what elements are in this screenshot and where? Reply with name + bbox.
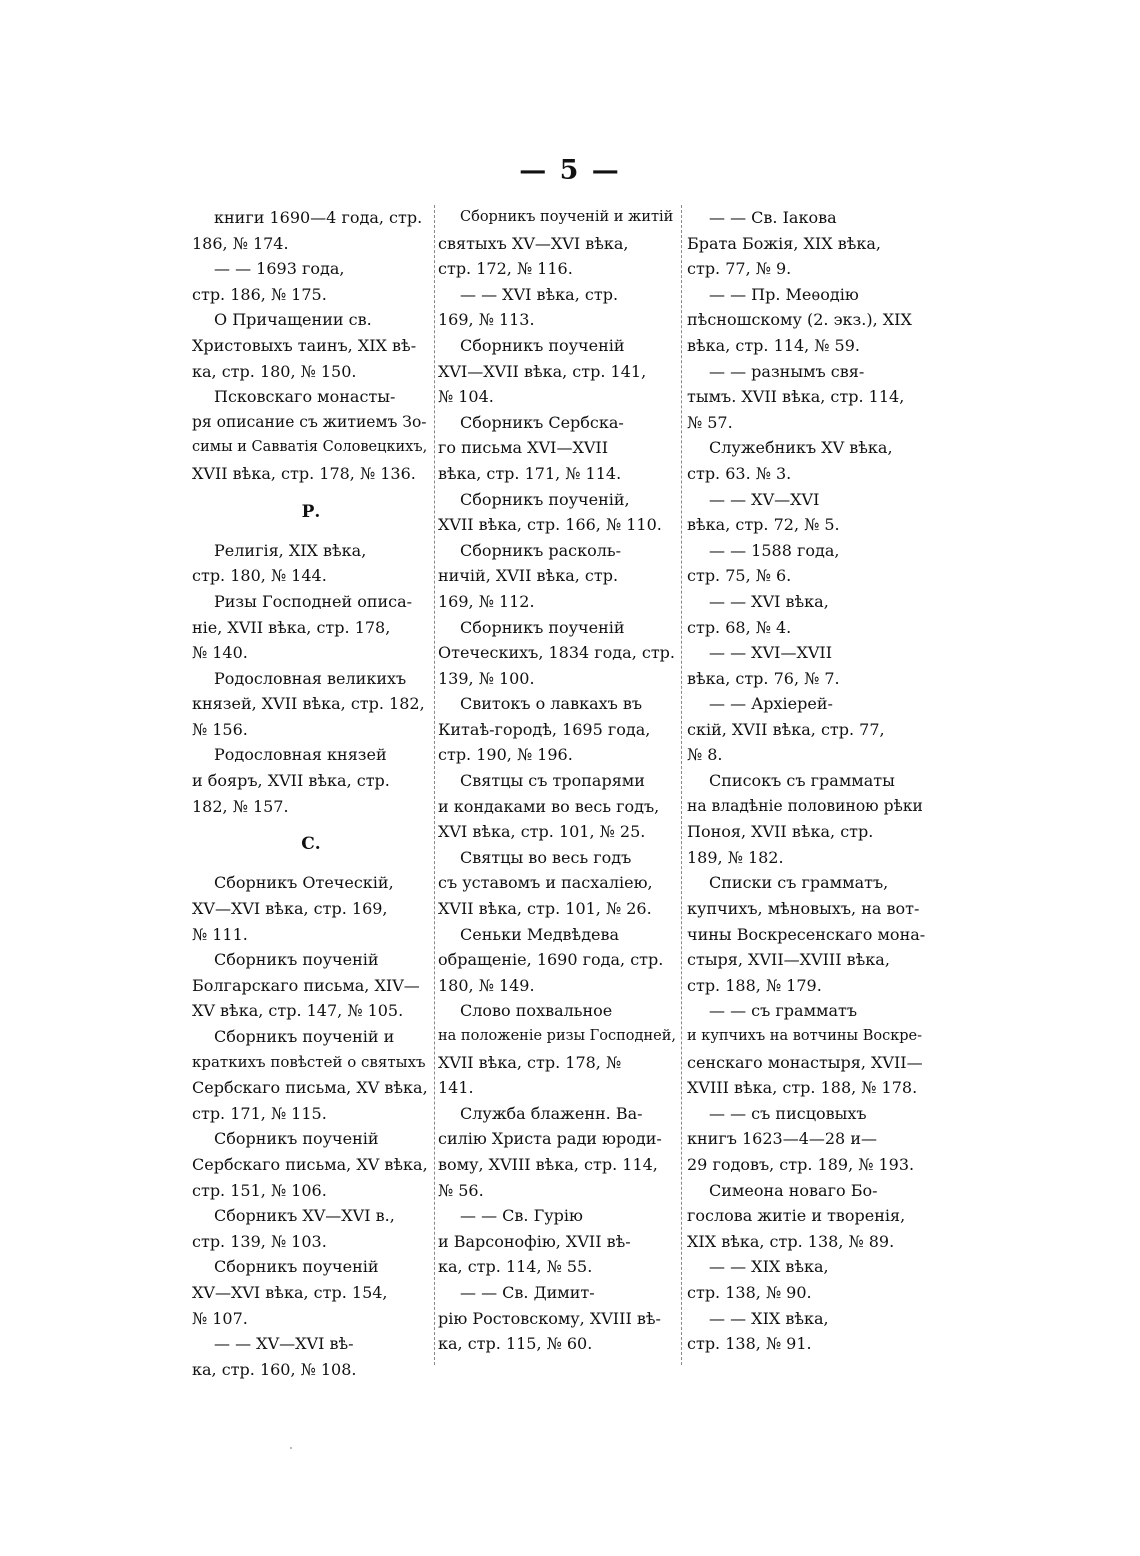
index-entry xyxy=(687,640,925,691)
entry-line: Сборникъ Сербска- xyxy=(460,412,624,432)
index-entry xyxy=(192,870,430,947)
entry-line: ка, стр. 180, № 150. xyxy=(192,361,357,381)
entry-line: 141. xyxy=(438,1078,474,1098)
entry-line: чины Воскресенскаго мона- xyxy=(687,924,926,944)
entry-line: на владѣніе половиною рѣки xyxy=(687,796,923,815)
entry-line: Списокъ съ грамматы xyxy=(709,771,895,791)
entry-line: 189, № 182. xyxy=(687,847,784,867)
entry-line: 139, № 100. xyxy=(438,668,535,688)
entry-line: XVII вѣка, стр. 178, № 136. xyxy=(192,463,416,483)
index-entry xyxy=(192,256,430,307)
entry-line: тымъ. XVII вѣка, стр. 114, xyxy=(687,387,905,407)
entry-line: — — Св. Димит- xyxy=(460,1282,595,1302)
entry-line: Сборникъ поученій и житій xyxy=(460,209,674,225)
entry-line: № 107. xyxy=(192,1308,248,1328)
index-entry xyxy=(438,487,676,538)
entry-line: Отеческихъ, 1834 года, стр. xyxy=(438,643,676,663)
entry-line: Служебникъ XV вѣка, xyxy=(709,438,893,458)
entry-line: краткихъ повѣстей о святыхъ xyxy=(192,1052,426,1071)
index-entry xyxy=(438,538,676,615)
entry-line: стр. 151, № 106. xyxy=(192,1180,327,1200)
entry-line: стр. 75, № 6. xyxy=(687,566,792,586)
index-entry xyxy=(687,589,925,640)
index-entry xyxy=(687,1306,925,1357)
entry-line: Родословная великихъ xyxy=(214,668,407,688)
entry-line: Сербскаго письма, XV вѣка, xyxy=(192,1078,428,1098)
index-entry xyxy=(438,1203,676,1280)
entry-line: № 56. xyxy=(438,1180,484,1200)
entry-line: — — Св. Іакова xyxy=(709,208,837,227)
index-entry xyxy=(687,487,925,538)
entry-line: XV—XVI вѣка, стр. 169, xyxy=(192,899,388,919)
index-entry xyxy=(192,666,430,743)
entry-line: Поноя, XVII вѣка, стр. xyxy=(687,822,874,842)
entry-line: — — XVI вѣка, стр. xyxy=(460,284,619,304)
index-entry xyxy=(438,922,676,999)
entry-line: 180, № 149. xyxy=(438,975,535,995)
entry-line: 169, № 113. xyxy=(438,310,535,330)
print-speck xyxy=(290,1447,292,1449)
column-1 xyxy=(192,205,430,1382)
index-entry xyxy=(438,615,676,692)
entry-line: 182, № 157. xyxy=(192,796,289,816)
entry-line: — — Пр. Меѳодію xyxy=(709,284,859,304)
entry-line: Святцы съ тропарями xyxy=(460,771,645,791)
index-entry xyxy=(687,1178,925,1255)
entry-line: № 111. xyxy=(192,924,248,944)
index-entry xyxy=(438,1280,676,1357)
page-number: — 5 — xyxy=(519,155,621,186)
entry-line: стр. 172, № 116. xyxy=(438,259,573,279)
column-3 xyxy=(687,205,925,1357)
index-entry xyxy=(687,870,925,998)
entry-line: 29 годовъ, стр. 189, № 193. xyxy=(687,1154,915,1174)
entry-line: — — XIX вѣка, xyxy=(709,1257,829,1277)
entry-line: Сборникъ поученій xyxy=(460,617,625,637)
entry-line: № 8. xyxy=(687,745,723,765)
index-entry xyxy=(192,384,430,486)
entry-line: стр. 68, № 4. xyxy=(687,617,792,637)
entry-line: Ризы Господней описа- xyxy=(214,591,413,611)
entry-line: ря описание съ житиемъ Зо- xyxy=(192,412,427,431)
entry-line: Сборникъ поученій и xyxy=(214,1027,395,1046)
entry-line: XVI—XVII вѣка, стр. 141, xyxy=(438,361,647,381)
index-entry xyxy=(438,768,676,845)
entry-line: Сборникъ поученій xyxy=(460,335,625,355)
index-entry xyxy=(192,742,430,819)
entry-line: Брата Божія, XIX вѣка, xyxy=(687,233,881,253)
entry-line: — — съ грамматъ xyxy=(709,1001,858,1021)
index-entry xyxy=(438,1101,676,1203)
entry-line: — — съ писцовыхъ xyxy=(709,1103,867,1123)
entry-line: вѣка, стр. 171, № 114. xyxy=(438,463,622,483)
index-entry xyxy=(192,1203,430,1254)
index-entry xyxy=(192,538,430,589)
entry-line: гослова житіе и творенія, xyxy=(687,1206,906,1226)
entry-line: Слово похвальное xyxy=(460,1001,613,1021)
entry-line: Сборникъ XV—XVI в., xyxy=(214,1206,395,1226)
index-entry xyxy=(438,282,676,333)
entry-line: купчихъ, мѣновыхъ, на вот- xyxy=(687,899,920,919)
entry-line: — — 1693 года, xyxy=(214,259,345,279)
index-entry xyxy=(687,691,925,768)
index-entry xyxy=(438,410,676,487)
index-entry xyxy=(438,998,676,1100)
entry-line: Болгарскаго письма, XIV— xyxy=(192,975,420,995)
entry-line: рію Ростовскому, XVIII вѣ- xyxy=(438,1308,661,1328)
entry-line: и Варсонофію, XVII вѣ- xyxy=(438,1231,631,1251)
entry-line: Служба блаженн. Ва- xyxy=(460,1103,643,1123)
entry-line: вѣка, стр. 76, № 7. xyxy=(687,668,840,688)
entry-line: XVI вѣка, стр. 101, № 25. xyxy=(438,822,646,842)
entry-line: Сербскаго письма, XV вѣка, xyxy=(192,1154,428,1174)
entry-line: — — XIX вѣка, xyxy=(709,1308,829,1328)
entry-line: стыря, XVII—XVIII вѣка, xyxy=(687,950,890,970)
section-letter: С. xyxy=(301,834,321,855)
entry-line: и бояръ, XVII вѣка, стр. xyxy=(192,771,390,791)
entry-line: 169, № 112. xyxy=(438,591,535,611)
entry-line: пѣсношскому (2. экз.), XIX xyxy=(687,310,912,330)
entry-line: силію Христа ради юроди- xyxy=(438,1129,662,1149)
entry-line: — — Св. Гурію xyxy=(460,1206,583,1226)
entry-line: скій, XVII вѣка, стр. 77, xyxy=(687,719,885,739)
entry-line: О Причащении св. xyxy=(214,310,372,330)
entry-line: книгъ 1623—4—28 и— xyxy=(687,1129,877,1149)
entry-line: XVII вѣка, стр. 101, № 26. xyxy=(438,899,652,919)
index-entry xyxy=(192,589,430,666)
entry-line: вому, XVIII вѣка, стр. 114, xyxy=(438,1154,658,1174)
entry-line: — — XV—XVI xyxy=(709,489,820,509)
entry-line: № 57. xyxy=(687,412,733,432)
entry-line: Китаѣ-городѣ, 1695 года, xyxy=(438,719,651,739)
entry-line: Сборникъ Отеческій, xyxy=(214,873,394,893)
entry-line: и купчихъ на вотчины Воскре- xyxy=(687,1028,923,1044)
index-entry xyxy=(192,205,430,256)
entry-line: XIX вѣка, стр. 138, № 89. xyxy=(687,1231,895,1251)
column-2 xyxy=(438,205,676,1357)
entry-line: — — XVI—XVII xyxy=(709,643,833,663)
index-entry xyxy=(438,691,676,768)
entry-line: стр. 180, № 144. xyxy=(192,566,327,586)
index-entry xyxy=(687,998,925,1100)
index-entry xyxy=(192,947,430,1024)
index-entry xyxy=(438,333,676,410)
entry-line: — — XVI вѣка, xyxy=(709,591,829,611)
entry-line: симы и Савватія Соловецкихъ, xyxy=(192,439,428,456)
entry-line: стр. 138, № 90. xyxy=(687,1282,812,1302)
entry-line: стр. 77, № 9. xyxy=(687,259,792,279)
entry-line: вѣка, стр. 114, № 59. xyxy=(687,335,860,355)
entry-line: ка, стр. 114, № 55. xyxy=(438,1257,593,1277)
entry-line: 186, № 174. xyxy=(192,233,289,253)
entry-line: стр. 188, № 179. xyxy=(687,975,822,995)
entry-line: ка, стр. 115, № 60. xyxy=(438,1334,593,1354)
entry-line: обращеніе, 1690 года, стр. xyxy=(438,950,664,970)
entry-line: и кондаками во весь годъ, xyxy=(438,796,660,816)
entry-line: Сборникъ поученій, xyxy=(460,489,630,509)
entry-line: Сборникъ поученій xyxy=(214,950,379,970)
entry-line: Псковскаго монасты- xyxy=(214,387,396,407)
index-entry xyxy=(687,1254,925,1305)
entry-line: Списки съ грамматъ, xyxy=(709,873,889,893)
entry-line: святыхъ XV—XVI вѣка, xyxy=(438,233,629,253)
column-divider xyxy=(434,205,435,1365)
index-entry xyxy=(192,1331,430,1382)
entry-line: стр. 171, № 115. xyxy=(192,1103,327,1123)
section-letter: Р. xyxy=(301,501,321,522)
entry-line: ніе, XVII вѣка, стр. 178, xyxy=(192,617,391,637)
entry-line: го письма XVI—XVII xyxy=(438,438,609,458)
entry-line: — — Архіерей- xyxy=(709,694,833,714)
entry-line: стр. 190, № 196. xyxy=(438,745,573,765)
entry-line: Сборникъ поученій xyxy=(214,1257,379,1277)
index-entry xyxy=(192,1024,430,1126)
entry-line: князей, XVII вѣка, стр. 182, xyxy=(192,694,425,714)
entry-line: № 104. xyxy=(438,387,494,407)
entry-line: XVII вѣка, стр. 166, № 110. xyxy=(438,515,662,535)
index-entry xyxy=(687,1101,925,1178)
entry-line: № 140. xyxy=(192,643,248,663)
entry-line: сенскаго монастыря, XVII— xyxy=(687,1052,923,1072)
entry-line: — — XV—XVI вѣ- xyxy=(214,1334,354,1354)
entry-line: XVII вѣка, стр. 178, № xyxy=(438,1052,622,1072)
index-entry xyxy=(192,1254,430,1331)
entry-line: XV—XVI вѣка, стр. 154, xyxy=(192,1282,388,1302)
column-divider xyxy=(681,205,682,1365)
entry-line: Христовыхъ таинъ, XIX вѣ- xyxy=(192,335,417,355)
entry-line: стр. 186, № 175. xyxy=(192,284,327,304)
index-entry xyxy=(192,307,430,384)
index-entry xyxy=(438,205,676,282)
entry-line: XV вѣка, стр. 147, № 105. xyxy=(192,1001,404,1021)
entry-line: Сборникъ расколь- xyxy=(460,540,621,560)
entry-line: Религія, XIX вѣка, xyxy=(214,540,367,560)
entry-line: Сборникъ поученій xyxy=(214,1129,379,1149)
entry-line: стр. 63. № 3. xyxy=(687,463,792,483)
entry-line: XVIII вѣка, стр. 188, № 178. xyxy=(687,1078,918,1098)
entry-line: № 156. xyxy=(192,719,248,739)
index-entry xyxy=(687,538,925,589)
index-entry xyxy=(687,282,925,359)
entry-line: ничій, XVII вѣка, стр. xyxy=(438,566,619,586)
entry-line: — — разнымъ свя- xyxy=(709,361,865,381)
index-entry xyxy=(687,435,925,486)
index-entry xyxy=(192,1126,430,1203)
entry-line: съ уставомъ и пасхаліею, xyxy=(438,873,653,893)
entry-line: — — 1588 года, xyxy=(709,540,840,560)
entry-line: Родословная князей xyxy=(214,745,387,765)
entry-line: стр. 138, № 91. xyxy=(687,1334,812,1354)
entry-line: книги 1690—4 года, стр. xyxy=(214,208,423,227)
entry-line: стр. 139, № 103. xyxy=(192,1231,327,1251)
entry-line: ка, стр. 160, № 108. xyxy=(192,1359,357,1379)
index-entry xyxy=(687,205,925,282)
entry-line: на положеніе ризы Господней, xyxy=(438,1028,676,1044)
index-entry xyxy=(438,845,676,922)
index-entry xyxy=(687,359,925,436)
index-entry xyxy=(687,768,925,870)
entry-line: вѣка, стр. 72, № 5. xyxy=(687,515,840,535)
entry-line: Свитокъ о лавкахъ въ xyxy=(460,694,643,714)
entry-line: Святцы во весь годъ xyxy=(460,847,632,867)
entry-line: Симеона новаго Бо- xyxy=(709,1180,878,1200)
entry-line: Сеньки Медвѣдева xyxy=(460,924,620,944)
